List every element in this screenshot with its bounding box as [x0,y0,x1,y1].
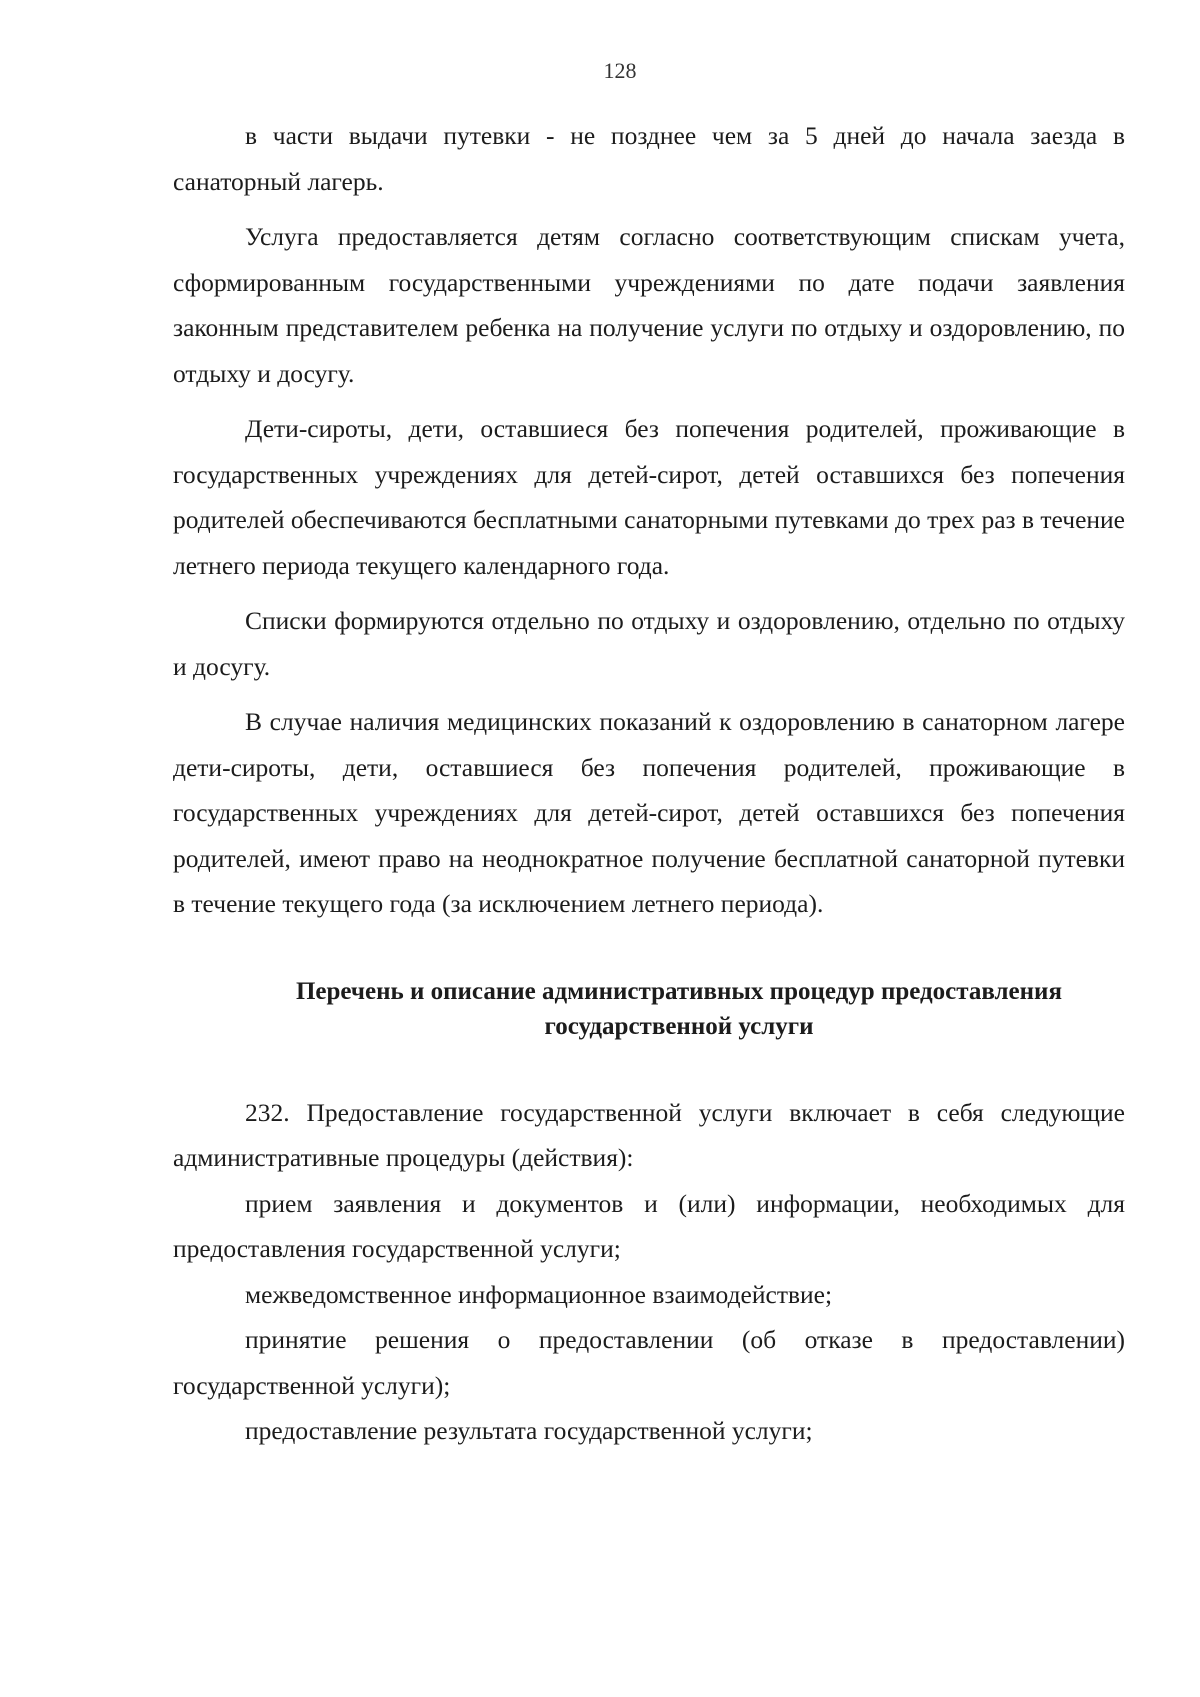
section-heading-line1: Перечень и описание административных процедур предоставления [295,977,1062,1005]
paragraph-procedure-intake: прием заявления и документов и (или) информации, необходимых для предоставления государственной услуги; [173,1188,1125,1263]
document-body [173,113,1125,1454]
paragraph-delivery-deadline: в части выдачи путевки - не позднее чем за 5 дней до начала заезда в санаторный лагерь. [173,121,1125,196]
paragraph-service-provision: Услуга предоставляется детям согласно соответствующим спискам учета, сформированным государственными учреждениями по дате подачи заявления законным представителем ребенка на получение услуги по отдыху и оздоровлению, по отдыху и досугу. [173,222,1125,388]
paragraph-lists-formation: Списки формируются отдельно по отдыху и оздоровлению, отдельно по отдыху и досугу. [173,606,1125,681]
paragraph-medical-indications: В случае наличия медицинских показаний к оздоровлению в санаторном лагере дети-сироты, дети, оставшиеся без попечения родителей, проживающие в государственных учреждениях для детей-сирот, детей оставшихся без попечения родителей, имеют право на неоднократное получение бесплатной санаторной путевки в течение текущего года (за исключением летнего периода). [173,707,1125,918]
section-heading-line2: государственной услуги [544,1012,814,1040]
section-heading [173,974,1125,1044]
paragraph-procedure-interagency: межведомственное информационное взаимодействие; [245,1279,833,1309]
paragraph-orphans-vouchers: Дети-сироты, дети, оставшиеся без попечения родителей, проживающие в государственных учреждениях для детей-сирот, детей оставшихся без попечения родителей обеспечиваются бесплатными санаторными путевками до трех раз в течение летнего периода текущего календарного года. [173,414,1125,580]
page-number: 128 [603,58,637,83]
paragraph-item-232: 232. Предоставление государственной услуги включает в себя следующие административные процедуры (действия): [173,1097,1125,1172]
paragraph-procedure-result: предоставление результата государственной услуги; [245,1416,813,1445]
paragraph-procedure-decision: принятие решения о предоставлении (об отказе в предоставлении) государственной услуги); [173,1325,1125,1400]
